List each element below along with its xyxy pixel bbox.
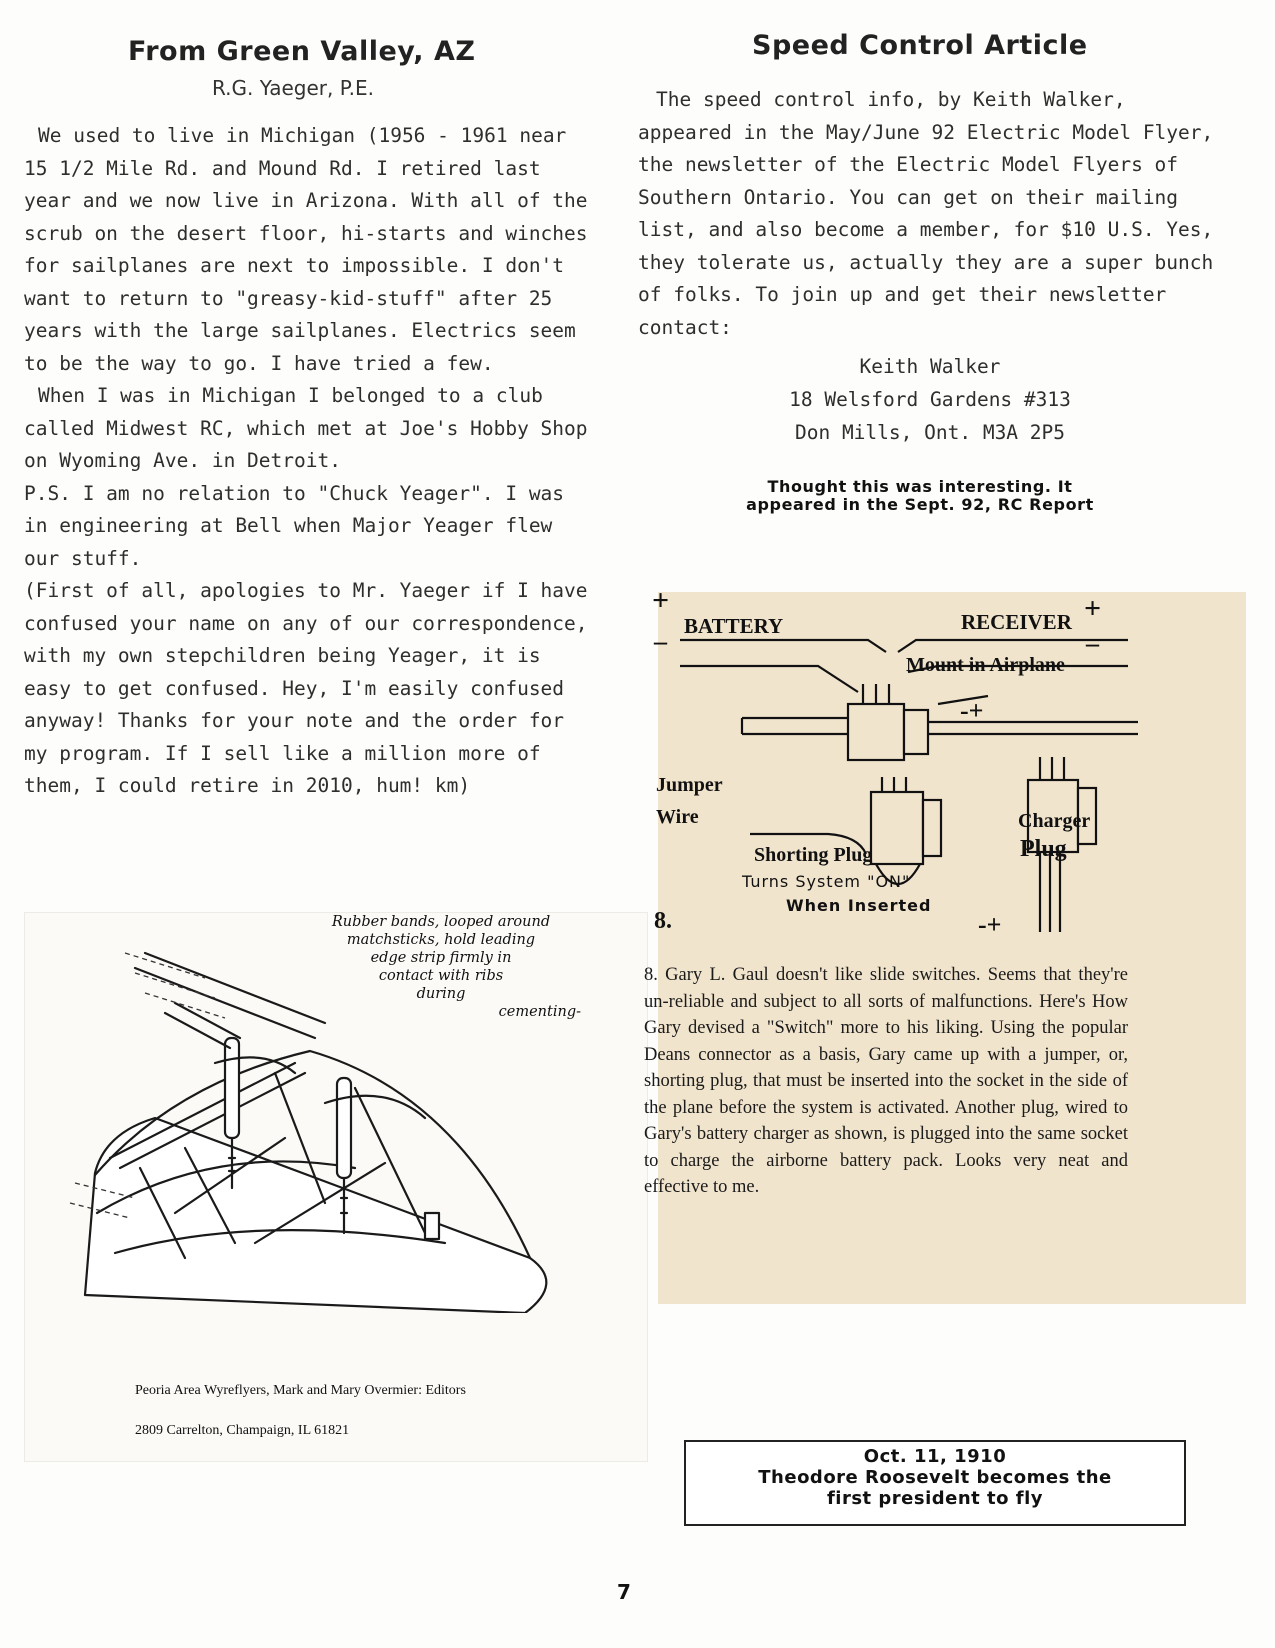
mount-polarity: -+ <box>960 696 984 725</box>
diagram-labels <box>652 584 1246 992</box>
clipping-text: 8. Gary L. Gaul doesn't like slide switches. Seems that they're un-reliable and subject to all sorts of malfunctions. Here's How Gary devised a "Switch" more to his liking. Using the popular Deans connector as a basis, Gary came up with a jumper, or, shorting plug, that must be inserted into the socket in the side of the plane before the system is activated. Another plug, wired to Gary's battery charger as shown, is plugged into the same socket to charge the airborne battery pack. Looks very neat and effective to me. <box>644 965 1128 1197</box>
right-article-body: The speed control info, by Keith Walker, appeared in the May/June 92 Electric Model Flyer, the newsletter of the Electric Model Flyers of Southern Ontario. You can get on their mailing list, and also become a member, for $10 U.S. Yes, they tolerate us, actually they are a super bunch of folks. To join up and get their newsletter contact: <box>638 88 1214 339</box>
turns-label: Turns System "ON" <box>742 872 911 891</box>
when-label: When Inserted <box>786 896 932 915</box>
source-note-line: Thought this was interesting. It <box>767 477 1073 496</box>
charger-label: Charger <box>1018 810 1091 832</box>
wing-annotation-line: contact with ribs <box>378 968 504 984</box>
fact-line: first president to fly <box>826 1488 1044 1509</box>
left-article-title: From Green Valley, AZ <box>128 36 476 67</box>
page-number: 7 <box>617 1580 631 1604</box>
left-paragraph-1: We used to live in Michigan (1956 - 1961 near 15 1/2 Mile Rd. and Mound Rd. I retired last year and we now live in Arizona. With all of the scrub on the desert floor, hi-starts and winches for sailplanes are next to impossible. I don't want to return to "greasy-kid-stuff" after 25 years with the large sailplanes. Electrics seem to be the way to go. I have tried a few. <box>24 124 588 375</box>
wing-annotation-line: Rubber bands, looped around <box>331 914 551 930</box>
battery-label: BATTERY <box>684 614 784 638</box>
wing-credit: Peoria Area Wyreflyers, Mark and Mary Overmier: Editors <box>135 1383 466 1398</box>
figure-number: 8. <box>654 908 672 934</box>
wing-annotation-line: during <box>416 986 466 1002</box>
receiver-plus: + <box>1084 592 1102 625</box>
source-note <box>640 478 1200 514</box>
wing-annotation-line: matchsticks, hold leading <box>346 932 536 948</box>
left-paragraph-2: When I was in Michigan I belonged to a club called Midwest RC, which met at Joe's Hobby Shop on Wyoming Ave. in Detroit. <box>24 384 588 472</box>
wing-annotation-line: cementing- <box>498 1004 581 1020</box>
fact-date: Oct. 11, 1910 <box>863 1446 1007 1467</box>
wing-annotation <box>291 913 591 1021</box>
mount-label: Mount in Airplane <box>906 654 1065 676</box>
source-note-line: appeared in the Sept. 92, RC Report <box>746 495 1094 514</box>
left-paragraph-3: P.S. I am no relation to "Chuck Yeager". I was in engineering at Bell when Major Yeager flew our stuff. <box>24 481 565 570</box>
wire-label: Wire <box>656 806 699 828</box>
charger-polarity: -+ <box>978 910 1002 939</box>
left-article-byline: R.G. Yaeger, P.E. <box>212 76 375 100</box>
plug-label: Plug <box>1020 836 1067 862</box>
wing-clipping <box>24 912 648 1462</box>
right-article-title: Speed Control Article <box>752 30 1088 61</box>
receiver-label: RECEIVER <box>961 610 1072 634</box>
jumper-label: Jumper <box>656 774 723 796</box>
left-article-body <box>24 120 594 803</box>
battery-minus: _ <box>654 618 667 647</box>
fact-box <box>684 1440 1186 1526</box>
address-line: Keith Walker <box>859 355 1001 378</box>
address-line: Don Mills, Ont. M3A 2P5 <box>794 421 1066 444</box>
news-clipping <box>644 584 1246 1304</box>
battery-plus: + <box>652 584 670 617</box>
contact-address <box>700 350 1160 449</box>
fact-line: Theodore Roosevelt becomes the <box>758 1467 1112 1488</box>
address-line: 18 Welsford Gardens #313 <box>789 388 1071 411</box>
wing-annotation-line: edge strip firmly in <box>370 950 512 966</box>
wing-address: 2809 Carrelton, Champaign, IL 61821 <box>135 1423 350 1438</box>
shorting-plug-label: Shorting Plug <box>754 844 873 866</box>
left-paragraph-4: (First of all, apologies to Mr. Yaeger if I have confused your name on any of our correspondence, with my own stepchildren being Yeager, it is easy to get confused. Hey, I'm easily confused anyway! Thanks for your note and the order for my program. If I sell like a million more of them, I could retire in 2010, hum! km) <box>24 579 588 797</box>
receiver-minus: _ <box>1086 620 1099 649</box>
